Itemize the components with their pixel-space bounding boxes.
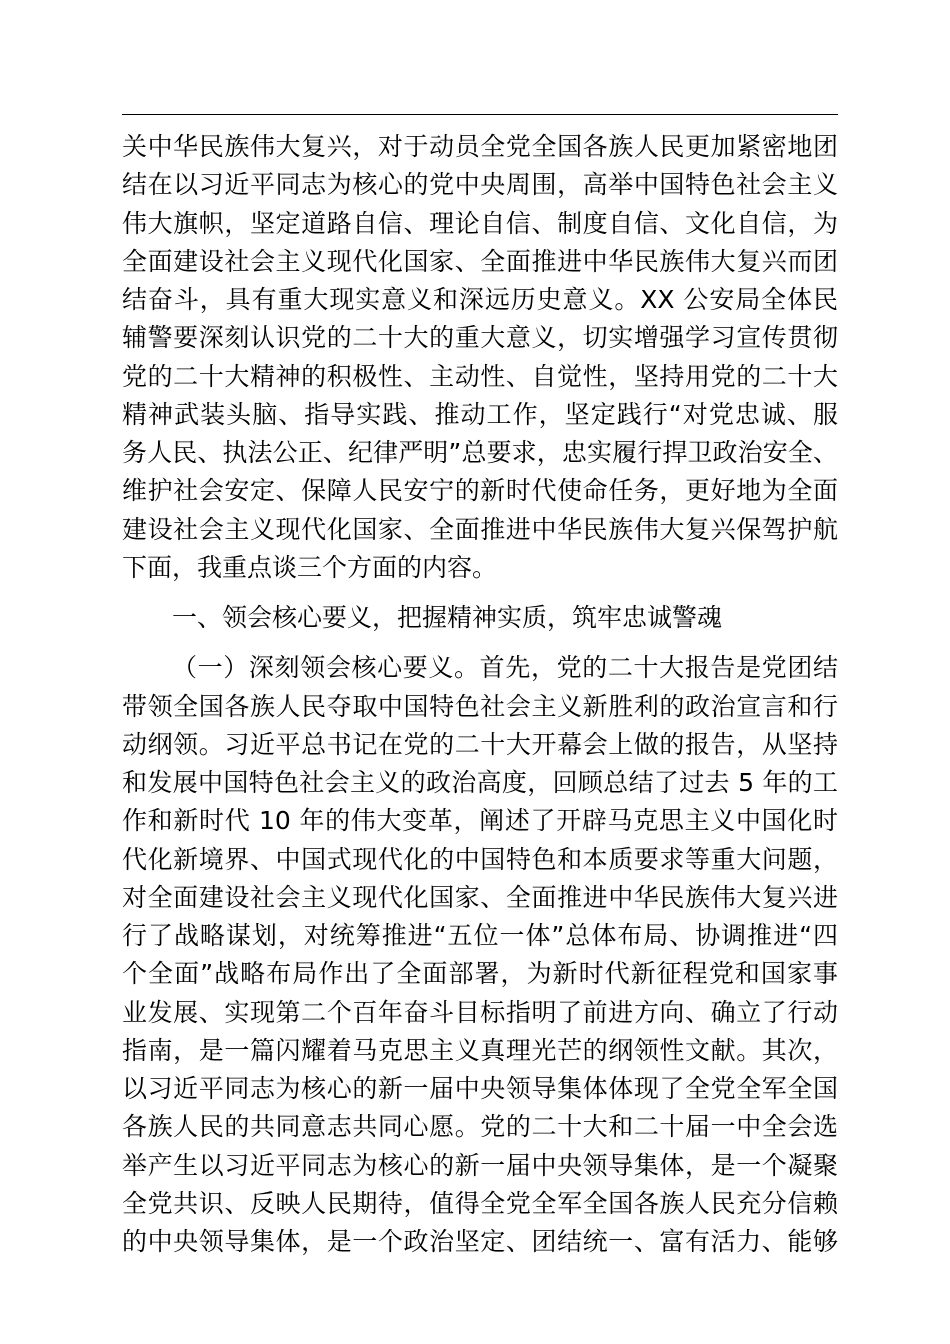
paragraph-line: 全面建设社会主义现代化国家、全面推进中华民族伟大复兴而团 (122, 246, 838, 276)
paragraph-line: 对全面建设社会主义现代化国家、全面推进中华民族伟大复兴进 (122, 882, 838, 912)
paragraph-line: 个全面”战略布局作出了全面部署，为新时代新征程党和国家事 (122, 959, 838, 989)
paragraph-line: 结奋斗，具有重大现实意义和深远历史意义。XX 公安局全体民 (122, 285, 838, 314)
paragraph-line: 务人民、执法公正、纪律严明”总要求，忠实履行捍卫政治安全、 (122, 438, 838, 467)
paragraph-line: 结在以习近平同志为核心的党中央周围，高举中国特色社会主义 (122, 170, 838, 200)
paragraph-line: 行了战略谋划，对统筹推进“五位一体”总体布局、协调推进“四 (122, 921, 838, 950)
paragraph-line: 下面，我重点谈三个方面的内容。 (122, 552, 498, 582)
document-body (122, 128, 838, 1261)
paragraph-line: 全党共识、反映人民期待，值得全党全军全国各族人民充分信赖 (122, 1188, 838, 1218)
paragraph-line: 作和新时代 10 年的伟大变革，阐述了开辟马克思主义中国化时 (122, 806, 838, 836)
paragraph-line: 建设社会主义现代化国家、全面推进中华民族伟大复兴保驾护航 (122, 514, 838, 544)
paragraph-line: 带领全国各族人民夺取中国特色社会主义新胜利的政治宣言和行 (122, 691, 838, 721)
paragraph-2 (122, 649, 838, 1261)
paragraph-line: 动纲领。习近平总书记在党的二十大开幕会上做的报告，从坚持 (122, 729, 838, 759)
paragraph-line: 举产生以习近平同志为核心的新一届中央领导集体，是一个凝聚 (122, 1150, 838, 1180)
section-heading: 一、领会核心要义，把握精神实质，筑牢忠诚警魂 (172, 603, 723, 632)
paragraph-line: 指南，是一篇闪耀着马克思主义真理光芒的纲领性文献。其次， (122, 1035, 838, 1065)
spacer (122, 637, 838, 649)
header-rule (122, 114, 838, 115)
paragraph-line: 关中华民族伟大复兴，对于动员全党全国各族人民更加紧密地团 (122, 132, 838, 161)
paragraph-line: 维护社会安定、保障人民安宁的新时代使命任务，更好地为全面 (122, 476, 838, 506)
spacer (122, 587, 838, 599)
paragraph-line: （一）深刻领会核心要义。首先，党的二十大报告是党团结 (172, 653, 838, 683)
paragraph-line: 的中央领导集体，是一个政治坚定、团结统一、富有活力、能够 (122, 1227, 838, 1256)
paragraph-1 (122, 128, 838, 587)
paragraph-line: 业发展、实现第二个百年奋斗目标指明了前进方向、确立了行动 (122, 997, 838, 1027)
paragraph-line: 以习近平同志为核心的新一届中央领导集体体现了全党全军全国 (122, 1074, 838, 1103)
paragraph-line: 和发展中国特色社会主义的政治高度，回顾总结了过去 5 年的工 (122, 768, 838, 797)
paragraph-line: 伟大旗帜，坚定道路自信、理论自信、制度自信、文化自信，为 (122, 208, 838, 238)
paragraph-line: 党的二十大精神的积极性、主动性、自觉性，坚持用党的二十大 (122, 361, 838, 391)
paragraph-line: 各族人民的共同意志共同心愿。党的二十大和二十届一中全会选 (122, 1112, 838, 1142)
paragraph-line: 辅警要深刻认识党的二十大的重大意义，切实增强学习宣传贯彻 (122, 323, 838, 353)
paragraph-line: 精神武装头脑、指导实践、推动工作，坚定践行“对党忠诚、服 (122, 399, 838, 429)
paragraph-line: 代化新境界、中国式现代化的中国特色和本质要求等重大问题， (122, 844, 838, 874)
